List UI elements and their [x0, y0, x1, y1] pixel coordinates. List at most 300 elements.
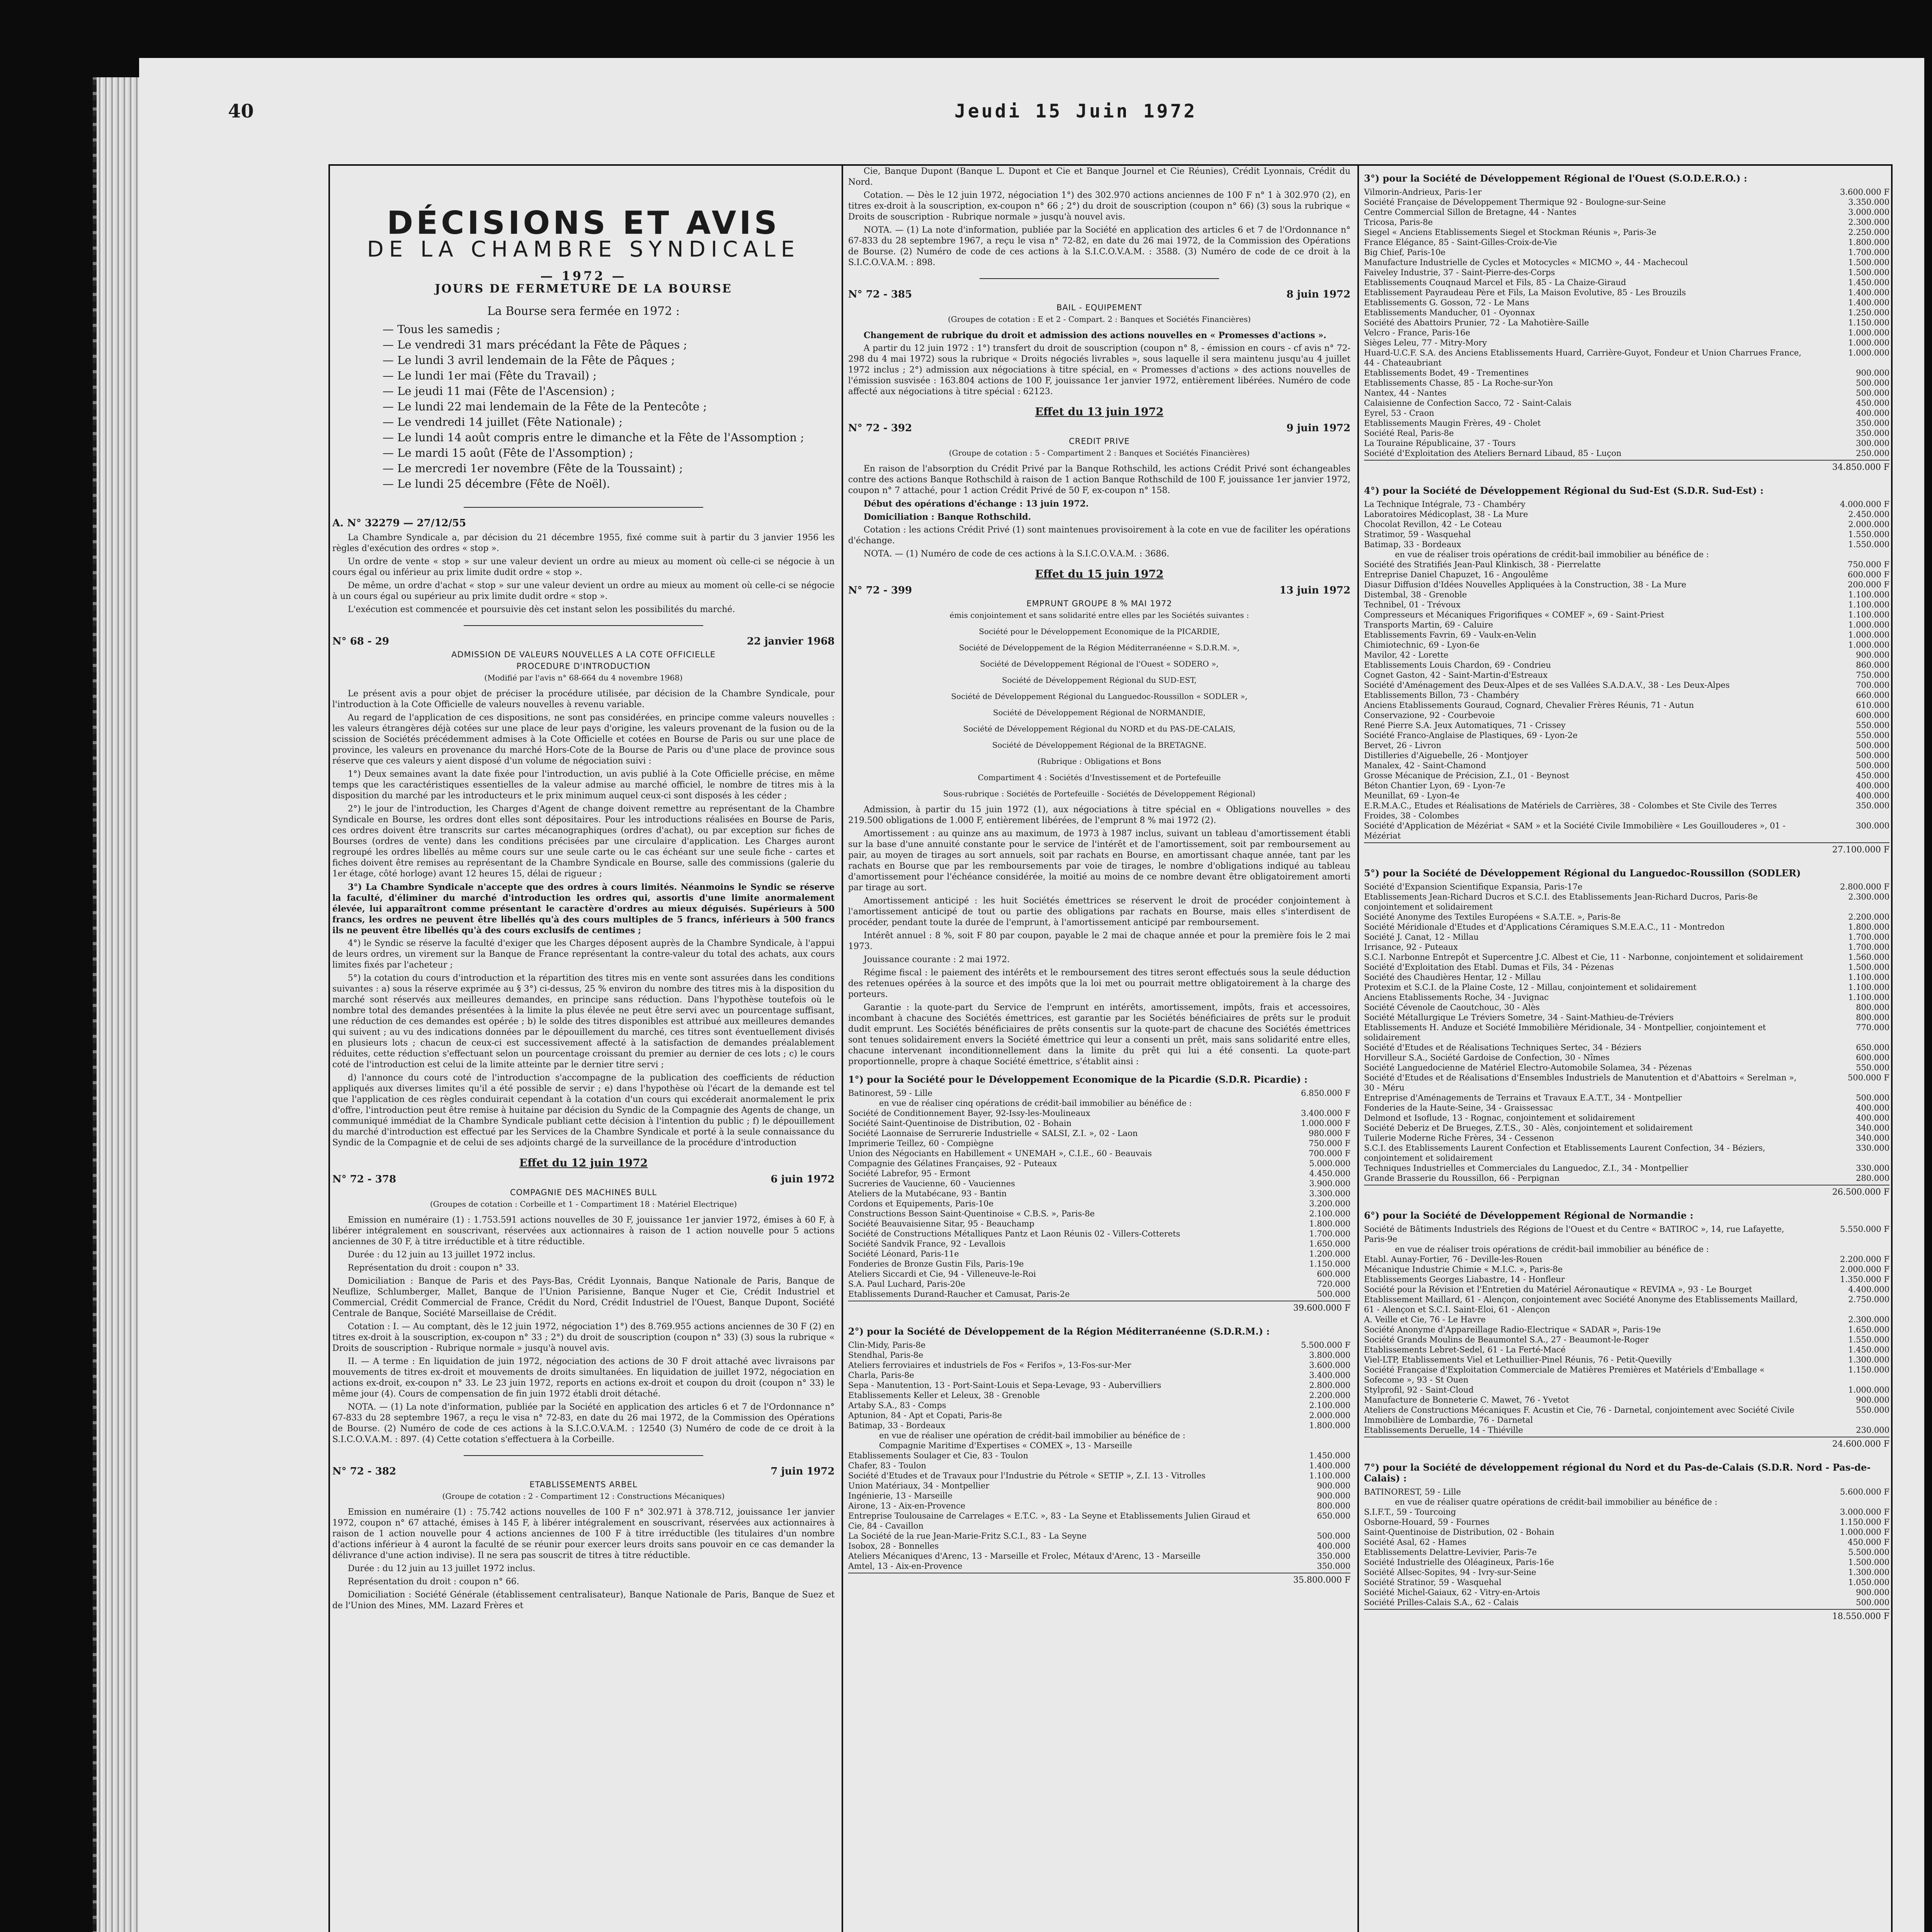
company-row	[1364, 972, 1889, 982]
company-amount: 1.100.000	[1848, 610, 1889, 619]
main-subtitle: DE LA CHAMBRE SYNDICALE	[367, 237, 800, 262]
company-row	[1364, 1405, 1889, 1425]
company-amount: 900.000	[1856, 650, 1889, 660]
paragraph: Garantie : la quote-part du Service de l'emprunt en intérêts, amortissement, impôts, frais et accessoires, incombant à chacune des Sociétés émettrices, est garantie par les Sociétés bénéficiaires de prêts sur le produit dudit emprunt. Les Sociétés bénéficiaires de prêts consentis sur la quote-part de chacune des Sociétés émettrices sont tenues solidairement envers la Société émettrice qui leur a consenti un prêt, mais sans solidarité entre elles, chacune intervenant inconditionnellement dans la limite du prêt qui lui a été consenti. La quote-part proportionnelle, propre à chaque Société émettrice, s'établit ainsi :	[848, 1003, 1350, 1066]
paragraph: Cotation. — Dès le 12 juin 1972, négociation 1°) des 302.970 actions anciennes de 100 F n° 1 à 302.970 (2), en titres ex-droit à la souscription, ex-coupon n° 66 ; 2°) du droit de souscription (coupon n° 66) (3) sous la rubrique « Droits de souscription - Rubrique normale » jusqu'à nouvel avis.	[848, 190, 1350, 222]
notice-note: (Groupe de cotation : 5 - Compartiment 2 : Banques et Sociétés Financières)	[949, 448, 1250, 457]
company-name: Grande Brasserie du Roussillon, 66 - Perpignan	[1364, 1173, 1560, 1183]
company-amount: 350.000	[1856, 801, 1889, 810]
company-name: Techniques Industrielles et Commerciales du Languedoc, Z.I., 34 - Montpellier	[1364, 1163, 1689, 1173]
company-name: Ateliers de la Mutabécane, 93 - Bantin	[848, 1189, 1007, 1198]
company-row	[1364, 1274, 1889, 1284]
company-name: Osborne-Houard, 59 - Fournes	[1364, 1517, 1490, 1527]
company-amount: 400.000	[1856, 781, 1889, 790]
company-row	[1364, 781, 1889, 791]
company-row	[1364, 378, 1889, 388]
company-row	[848, 1098, 1350, 1108]
company-row	[1364, 1264, 1889, 1274]
company-name: Société Anonyme des Textiles Européens « S.A.T.E. », Paris-8e	[1364, 912, 1621, 922]
company-amount: 450.000	[1856, 398, 1889, 408]
company-amount: 1.300.000	[1848, 1355, 1889, 1364]
company-name: Etablissements Chasse, 85 - La Roche-sur-Yon	[1364, 378, 1553, 388]
notice-date: 13 juin 1972	[1279, 585, 1350, 596]
company-amount: 500.000	[1317, 1289, 1350, 1299]
company-row	[848, 1370, 1350, 1380]
notice-subject: BAIL - EQUIPEMENT	[1056, 303, 1142, 312]
company-name: Société Real, Paris-8e	[1364, 429, 1454, 438]
company-name: Société Française de Développement Thermique 92 - Boulogne-sur-Seine	[1364, 197, 1666, 207]
company-row	[848, 1108, 1350, 1118]
company-amount	[1273, 1098, 1350, 1108]
company-name: Fonderies de Bronze Gustin Fils, Paris-19e	[848, 1259, 1024, 1269]
company-row	[1364, 227, 1889, 237]
company-row	[1364, 1517, 1889, 1527]
company-amount: 660.000	[1856, 690, 1889, 700]
company-row	[1364, 710, 1889, 720]
paragraph: Représentation du droit : coupon n° 66.	[348, 1577, 519, 1587]
company-name: Cordons et Equipements, Paris-10e	[848, 1199, 994, 1208]
company-amount: 400.000	[1856, 408, 1889, 418]
company-name: Société de Bâtiments Industriels des Régions de l'Ouest et du Centre « BATIROC », 14, rue Lafayette, Paris-9e	[1364, 1225, 1784, 1244]
company-name: Société d'Exploitation des Ateliers Bernard Libaud, 85 - Luçon	[1364, 449, 1622, 458]
notice-subject: ADMISSION DE VALEURS NOUVELLES A LA COTE OFFICIELLE	[451, 650, 716, 659]
company-name: Entreprise Toulousaine de Carrelages « E.T.C. », 83 - La Seyne et Etablissements Julien Giraud et Cie, 84 - Cavaillon	[848, 1511, 1250, 1531]
company-amount: 3.000.000 F	[1840, 1507, 1889, 1517]
company-amount: 600.000	[1317, 1269, 1350, 1279]
notice-date: 7 juin 1972	[770, 1466, 835, 1477]
company-row	[1364, 1053, 1889, 1063]
company-name: Chafer, 83 - Toulon	[848, 1461, 926, 1470]
issuer-line: émis conjointement et sans solidarité entre elles par les Sociétés suivantes :	[949, 611, 1249, 620]
company-name: Stylprofil, 92 - Saint-Cloud	[1364, 1385, 1474, 1395]
company-row	[848, 1440, 1350, 1451]
company-name: Nantex, 44 - Nantes	[1364, 388, 1447, 398]
notice-date: 22 janvier 1968	[747, 636, 835, 647]
notice-note: (Groupe de cotation : 2 - Compartiment 12 : Constructions Mécaniques)	[442, 1492, 725, 1501]
company-row	[1364, 791, 1889, 801]
company-row	[1364, 1597, 1889, 1607]
company-name: Meunillat, 69 - Lyon-4e	[1364, 791, 1460, 800]
company-amount: 300.000	[1856, 821, 1889, 830]
company-list-ouest	[1364, 187, 1889, 458]
company-amount: 6.850.000 F	[1301, 1088, 1350, 1098]
list-item: — Le lundi 14 août compris entre le dimanche et la Fête de l'Assomption ;	[383, 430, 835, 445]
company-name: Etablissement Maillard, 61 - Alençon, conjointement avec Société Anonyme des Etablissements Maillard, 61 - Alençon et S.C.I. Saint-Eloi, 61 - Alençon	[1364, 1295, 1798, 1314]
company-amount: 2.000.000 F	[1840, 1265, 1889, 1274]
company-row	[1364, 610, 1889, 620]
company-amount: 1.150.000	[1309, 1259, 1350, 1269]
company-name: Manalex, 42 - Saint-Chamond	[1364, 761, 1486, 770]
company-row	[1364, 982, 1889, 992]
notice-note: (Groupes de cotation : E et 2 - Compart. 2 : Banques et Sociétés Financières)	[948, 315, 1251, 324]
company-amount: 500.000	[1856, 761, 1889, 770]
company-amount	[1273, 1430, 1350, 1440]
company-name: Vilmorin-Andrieux, Paris-1er	[1364, 187, 1482, 197]
company-name: René Pierre S.A. Jeux Automatiques, 71 - Crissey	[1364, 721, 1566, 730]
effective-date-heading: Effet du 15 juin 1972	[1035, 568, 1164, 580]
company-name: E.R.M.A.C., Etudes et Réalisations de Matériels de Carrières, 38 - Colombes et Ste Civile des Terres Froides, 38 - Colombes	[1364, 801, 1777, 820]
column-rule-2	[1357, 164, 1359, 1932]
paragraph: Intérêt annuel : 8 %, soit F 80 par coupon, payable le 2 mai de chaque année et pour la première fois le 2 mai 1973.	[848, 931, 1350, 951]
paragraph: Un ordre de vente « stop » sur une valeur devient un ordre au mieux au moment où celle-ci se négocie à un cours égal ou inférieur au prix limite dudit ordre « stop ».	[332, 557, 835, 577]
company-amount: 1.400.000	[1848, 288, 1889, 297]
company-name: Sucreries de Vaucienne, 60 - Vauciennes	[848, 1179, 1015, 1188]
company-amount: 3.400.000	[1309, 1371, 1350, 1380]
company-amount: 1.150.000	[1848, 318, 1889, 327]
company-name: S.I.F.T., 59 - Tourcoing	[1364, 1507, 1456, 1517]
notice-subject: PROCEDURE D'INTRODUCTION	[516, 662, 651, 671]
company-row	[1364, 942, 1889, 952]
group-title-picardie: 1°) pour la Société pour le Développement Economique de la Picardie (S.D.R. Picardie) :	[848, 1074, 1308, 1085]
company-row	[848, 1501, 1350, 1511]
notice-header-72-382	[332, 1466, 835, 1477]
company-name: Société Franco-Anglaise de Plastiques, 69 - Lyon-2e	[1364, 731, 1578, 740]
company-row	[848, 1471, 1350, 1481]
company-row	[848, 1168, 1350, 1179]
company-row	[1364, 1284, 1889, 1294]
company-row	[1364, 952, 1889, 962]
company-amount: 1.200.000	[1309, 1249, 1350, 1259]
company-row	[1364, 992, 1889, 1002]
notice-header-72-385	[848, 289, 1350, 300]
company-amount: 3.200.000	[1309, 1199, 1350, 1208]
company-row	[1364, 1133, 1889, 1143]
company-name: Cognet Gaston, 42 - Saint-Martin-d'Estreaux	[1364, 670, 1548, 680]
company-row	[1364, 217, 1889, 227]
paragraph: Emission en numéraire (1) : 1.753.591 actions nouvelles de 30 F, jouissance 1er janvier 1972, émises à 60 F, à libérer intégralement en souscrivant, réservées aux actionnaires à raison de 1 action nouvelle pour 5 actions anciennes de 30 F, à titre irréductible et à titre réductible.	[332, 1215, 835, 1247]
company-row	[848, 1229, 1350, 1239]
company-amount: 900.000	[1856, 1588, 1889, 1597]
company-name: Aptunion, 84 - Apt et Copati, Paris-8e	[848, 1411, 1002, 1420]
company-row	[1364, 368, 1889, 378]
company-name: Tricosa, Paris-8e	[1364, 218, 1433, 227]
company-name: Société Asal, 62 - Hames	[1364, 1537, 1467, 1547]
issuer-line: Société pour le Développement Economique de la PICARDIE,	[979, 627, 1220, 636]
company-amount: 1.500.000	[1848, 963, 1889, 972]
notice-note: (Modifié par l'avis n° 68-664 du 4 novembre 1968)	[484, 673, 683, 682]
issuer-line: Sous-rubrique : Sociétés de Portefeuille - Sociétés de Développement Régional)	[943, 789, 1255, 798]
company-name: Tuilerie Moderne Riche Frères, 34 - Cessenon	[1364, 1133, 1554, 1143]
company-amount: 3.900.000	[1309, 1179, 1350, 1188]
company-name: Union Matériaux, 34 - Montpellier	[848, 1481, 990, 1490]
company-row	[1364, 1163, 1889, 1173]
company-name: Société de Conditionnement Bayer, 92-Issy-les-Moulineaux	[848, 1109, 1090, 1118]
company-name: Transports Martin, 69 - Caluire	[1364, 620, 1493, 629]
company-row	[848, 1189, 1350, 1199]
company-amount: 1.000.000	[1848, 1385, 1889, 1395]
company-name: Société des Abattoirs Prunier, 72 - La Mahotière-Saille	[1364, 318, 1589, 327]
company-name: en vue de réaliser quatre opérations de crédit-bail immobilier au bénéfice de :	[1395, 1497, 1718, 1507]
company-row	[1364, 1123, 1889, 1133]
company-amount: 1.300.000	[1848, 1568, 1889, 1577]
company-amount: 450.000	[1856, 771, 1889, 780]
company-name: Eyrel, 53 - Craon	[1364, 408, 1434, 418]
company-row	[1364, 1022, 1889, 1043]
company-row	[1364, 549, 1889, 560]
company-row	[1364, 197, 1889, 207]
company-row	[1364, 1425, 1889, 1435]
paragraph: Durée : du 12 juin au 13 juillet 1972 inclus.	[348, 1564, 536, 1573]
company-amount: 2.200.000	[1309, 1391, 1350, 1400]
company-name: Société Prilles-Calais S.A., 62 - Calais	[1364, 1598, 1519, 1607]
company-amount: 1.700.000	[1848, 248, 1889, 257]
paragraph: Amortissement : au quinze ans au maximum, de 1973 à 1987 inclus, suivant un tableau d'amortissement établi sur la base d'une annuité constante pour le service de l'intérêt et de l'amortissement, soit par remboursement au pair, au moyen de tirages au sort annuels, soit par rachats en Bourse, en amortissant chaque année, tant par les rachats en Bourse que par les remboursements par voie de tirages, le nombre d'obligations indiqué au tableau d'amortissement pour l'échéance considérée, la moitié au moins de ce nombre devant être obligatoirement amorti par tirage au sort.	[848, 829, 1350, 893]
company-name: Société Sandvik France, 92 - Levallois	[848, 1239, 1006, 1248]
company-amount: 550.000	[1856, 1405, 1889, 1415]
page-number: 40	[228, 100, 254, 122]
company-amount: 2.750.000	[1848, 1295, 1889, 1304]
company-row	[1364, 962, 1889, 972]
company-amount: 900.000	[1856, 368, 1889, 378]
company-amount: 1.000.000	[1848, 630, 1889, 639]
notice-note: (Groupes de cotation : Corbeille et 1 - Compartiment 18 : Matériel Electrique)	[430, 1199, 737, 1209]
company-row	[1364, 690, 1889, 700]
company-amount: 1.000.000 F	[1301, 1119, 1350, 1128]
company-row	[1364, 620, 1889, 630]
company-name: Conservazione, 92 - Courbevoie	[1364, 711, 1495, 720]
issuer-line: Compartiment 4 : Sociétés d'Investissement et de Portefeuille	[978, 773, 1221, 782]
company-row	[1364, 932, 1889, 942]
company-amount: 3.800.000	[1309, 1350, 1350, 1360]
company-amount: 5.500.000	[1848, 1548, 1889, 1557]
paragraph: 1°) Deux semaines avant la date fixée pour l'introduction, un avis publié à la Cote Officielle précise, en même temps que les caractéristiques essentielles de la valeur admise au marché officiel, le nombre de titres mis à la disposition du marché par les introducteurs et le prix minimum auquel ceux-ci sont disposés à les céder ;	[332, 769, 835, 801]
company-row	[848, 1249, 1350, 1259]
issuer-line: Société de Développement de la Région Méditerranéenne « S.D.R.M. »,	[959, 643, 1240, 652]
company-name: A. Veille et Cie, 76 - Le Havre	[1364, 1315, 1486, 1324]
paragraph: Domiciliation : Banque Rothschild.	[864, 512, 1031, 522]
company-name: Société Laonnaise de Serrurerie Industrielle « SALSI, Z.I. », 02 - Laon	[848, 1129, 1138, 1138]
group-title-mediterranee: 2°) pour la Société de Développement de la Région Méditerranéenne (S.D.R.M.) :	[848, 1326, 1270, 1337]
company-amount: 5.600.000 F	[1840, 1487, 1889, 1497]
company-row	[848, 1481, 1350, 1491]
list-item: — Le jeudi 11 mai (Fête de l'Ascension) ;	[383, 383, 835, 399]
company-amount: 1.100.000	[1848, 600, 1889, 609]
company-row	[1364, 1537, 1889, 1547]
company-name: Etablissements G. Gosson, 72 - Le Mans	[1364, 298, 1529, 307]
company-name: Calaisienne de Confection Sacco, 72 - Saint-Calais	[1364, 398, 1571, 408]
company-row	[848, 1350, 1350, 1360]
book-binding	[97, 77, 143, 1932]
company-name: Distembal, 38 - Grenoble	[1364, 590, 1467, 599]
company-row	[1364, 277, 1889, 287]
company-amount: 800.000	[1856, 1013, 1889, 1022]
company-amount	[1812, 1497, 1889, 1507]
company-row	[1364, 740, 1889, 750]
company-name: Ingénierie, 13 - Marseille	[848, 1491, 952, 1500]
company-row	[848, 1430, 1350, 1440]
company-name: Société Industrielle des Oléagineux, Paris-16e	[1364, 1558, 1554, 1567]
company-amount: 2.800.000 F	[1840, 882, 1889, 891]
company-name: Société d'Etudes et de Réalisations Techniques Sertec, 34 - Béziers	[1364, 1043, 1641, 1052]
company-row	[1364, 1224, 1889, 1244]
company-row	[1364, 560, 1889, 570]
company-name: Batimap, 33 - Bordeaux	[848, 1421, 946, 1430]
paragraph: Cie, Banque Dupont (Banque L. Dupont et Cie et Banque Journel et Cie Réunies), Crédit Lyonnais, Crédit du Nord.	[848, 167, 1350, 187]
company-name: Sepa - Manutention, 13 - Port-Saint-Louis et Sepa-Levage, 93 - Aubervilliers	[848, 1381, 1162, 1390]
company-amount: 400.000	[1856, 791, 1889, 800]
company-amount: 200.000 F	[1847, 580, 1889, 589]
company-row	[1364, 1043, 1889, 1053]
notice-date: 8 juin 1972	[1286, 289, 1350, 300]
company-amount: 980.000 F	[1308, 1129, 1350, 1138]
company-amount: 2.250.000	[1848, 228, 1889, 237]
company-name: Centre Commercial Sillon de Bretagne, 44 - Nantes	[1364, 207, 1577, 217]
company-amount: 860.000	[1856, 660, 1889, 670]
company-amount: 3.350.000	[1848, 197, 1889, 207]
company-name: Société pour la Révision et l'Entretien du Matériel Aéronautique « REVIMA », 93 - Le Bourget	[1364, 1285, 1752, 1294]
list-item: — Le vendredi 14 juillet (Fête Nationale) ;	[383, 414, 835, 430]
company-amount: 1.550.000	[1848, 540, 1889, 549]
company-row	[848, 1289, 1350, 1299]
company-row	[1364, 1507, 1889, 1517]
company-name: Etablissement Payraudeau Père et Fils, La Maison Evolutive, 85 - Les Brouzils	[1364, 288, 1686, 297]
company-name: Bervet, 26 - Livron	[1364, 741, 1441, 750]
company-row	[1364, 1355, 1889, 1365]
company-row	[848, 1269, 1350, 1279]
company-name: Manufacture de Bonneterie C. Mawet, 76 - Yvetot	[1364, 1395, 1569, 1405]
company-row	[848, 1219, 1350, 1229]
company-amount: 400.000	[1856, 1103, 1889, 1112]
paragraph: Durée : du 12 juin au 13 juillet 1972 inclus.	[348, 1250, 536, 1260]
company-name: Viel-LTP, Etablissements Viel et Lethuillier-Pinel Réunis, 76 - Petit-Quevilly	[1364, 1355, 1672, 1364]
issuer-line: Société de Développement Régional de l'Ouest « SODERO »,	[980, 659, 1219, 668]
company-row	[1364, 1063, 1889, 1073]
company-row	[1364, 408, 1889, 418]
company-amount: 610.000	[1856, 701, 1889, 710]
company-row	[1364, 1567, 1889, 1577]
company-amount: 400.000	[1317, 1541, 1350, 1551]
paragraph: 5°) la cotation du cours d'introduction et la répartition des titres mis en vente sont assurées dans les conditions suivantes : a) sous la réserve exprimée au § 3°) ci-dessus, 25 % environ du nombre des titres mis à la disposition du marché sont réservés aux meilleures demandes, en principe sans réduction. Dans l'hypothèse toutefois où le nombre total des demandes présentées à la limite la plus élevée ne peut être servi avec un pourcentage suffisant, une réduction de ces demandes est opérée ; b) le solde des titres disponibles est attribué aux meilleures demandes qui suivent ; au vu des indications données par le dépouillement du marché, ces titres sont éventuellement divisés en plusieurs lots ; chacun de ceux-ci est successivement affecté à la satisfaction de demandes préalablement réduites, cette réduction s'effectuant selon un pourcentage croissant du premier au dernier de ces lots ; c) le cours coté de l'introduction est celui de la limite atteinte par le dernier titre servi ;	[332, 973, 835, 1070]
company-amount: 500.000	[1856, 741, 1889, 750]
company-row	[1364, 1345, 1889, 1355]
company-row	[848, 1390, 1350, 1400]
company-amount: 4.000.000 F	[1840, 500, 1889, 509]
company-amount: 720.000	[1317, 1279, 1350, 1289]
company-row	[1364, 308, 1889, 318]
group-total: 39.600.000 F	[848, 1301, 1350, 1319]
list-item: — Le lundi 3 avril lendemain de la Fête de Pâques ;	[383, 352, 835, 368]
company-amount: 1.000.000 F	[1840, 1527, 1889, 1537]
company-amount: 900.000	[1317, 1481, 1350, 1490]
company-name: La Société de la rue Jean-Marie-Fritz S.C.I., 83 - La Seyne	[848, 1531, 1087, 1541]
company-amount: 1.800.000	[1309, 1421, 1350, 1430]
company-amount: 1.500.000	[1848, 1558, 1889, 1567]
company-name: Mavilor, 42 - Lorette	[1364, 650, 1449, 660]
paragraph: Changement de rubrique du droit et admission des actions nouvelles en « Promesses d'actions ».	[864, 330, 1327, 340]
notice-subject: COMPAGNIE DES MACHINES BULL	[510, 1188, 657, 1197]
paragraph: NOTA. — (1) La note d'information, publiée par la Société en application des articles 6 et 7 de l'Ordonnance n° 67-833 du 28 septembre 1967, a reçu le visa n° 72-83, en date du 26 mai 1972, de la Commission des Opérations de Bourse. (2) Numéro de code de ces actions à la S.I.C.O.V.A.M. : 12540 (3) Numéro de code de ce droit à la S.I.C.O.V.A.M. : 897. (4) Cette cotation s'effectuera à la Corbeille.	[332, 1402, 835, 1444]
company-amount: 1.100.000	[1848, 993, 1889, 1002]
company-name: Isobox, 28 - Bonnelles	[848, 1541, 939, 1551]
company-name: Société J. Canat, 12 - Millau	[1364, 932, 1479, 942]
paragraph: 4°) le Syndic se réserve la faculté d'exiger que les Charges déposent auprès de la Chambre Syndicale, à l'appui de leurs ordres, un virement sur la Banque de France représentant la contre-valeur du total des achats, aux cours limites fixés par l'acheteur ;	[332, 939, 835, 970]
group-total: 26.500.000 F	[1364, 1185, 1889, 1203]
company-name: Société Anonyme d'Appareillage Radio-Electrique « SADAR », Paris-19e	[1364, 1325, 1661, 1334]
company-row	[1364, 207, 1889, 217]
company-row	[848, 1461, 1350, 1471]
company-row	[848, 1340, 1350, 1350]
company-amount: 800.000	[1317, 1501, 1350, 1510]
list-item: — Le mercredi 1er novembre (Fête de la Toussaint) ;	[383, 461, 835, 476]
company-name: Société Beauvaisienne Sitar, 95 - Beauchamp	[848, 1219, 1034, 1228]
company-amount: 1.150.000 F	[1840, 1517, 1889, 1527]
company-amount: 500.000	[1856, 378, 1889, 388]
company-amount: 500.000	[1856, 1598, 1889, 1607]
company-row	[848, 1209, 1350, 1219]
closing-days-intro: La Bourse sera fermée en 1972 :	[487, 304, 680, 318]
paragraph: Le présent avis a pour objet de préciser la procédure utilisée, par décision de la Chambre Syndicale, pour l'introduction à la Cote Officielle de valeurs nouvelles à revenu variable.	[332, 689, 835, 709]
frame-rule-top	[328, 164, 1893, 166]
group-title-sudest: 4°) pour la Société de Développement Régional du Sud-Est (S.D.R. Sud-Est) :	[1364, 485, 1764, 496]
company-name: en vue de réaliser trois opérations de crédit-bail immobilier au bénéfice de :	[1395, 550, 1709, 559]
company-row	[1364, 1093, 1889, 1103]
company-amount: 4.450.000	[1309, 1169, 1350, 1178]
company-name: Anciens Etablissements Roche, 34 - Juvignac	[1364, 993, 1549, 1002]
company-row	[848, 1511, 1350, 1531]
company-row	[1364, 1385, 1889, 1395]
company-row	[1364, 670, 1889, 680]
company-row	[848, 1179, 1350, 1189]
company-name: Batimap, 33 - Bordeaux	[1364, 540, 1461, 549]
paragraph: 2°) le jour de l'introduction, les Charges d'Agent de change doivent remettre au représentant de la Chambre Syndicale en Bourse, les ordres dont elles sont dépositaires. Pour les introductions réalisées en Bourse de Paris, ces ordres doivent être transcrits sur cartes mécanographiques (ordres d'achat), ou par exception sur fiches de Bourses (ordres de vente) dans les conditions précisées par une circulaire d'application. Les Charges auront regroupé les ordres libellés au même cours sur une seule carte ou le cas échéant sur une seule fiche - cartes et fiches doivent être remises au représentant de la Chambre Syndicale en Bourse, salle des commissions (galerie du 1er étage, côté horloge) avant 12 heures 15, délai de rigueur ;	[332, 804, 835, 879]
company-amount: 1.000.000	[1848, 640, 1889, 650]
company-name: Sièges Leleu, 77 - Mitry-Mory	[1364, 338, 1487, 347]
company-name: Société d'Application de Mézériat « SAM » et la Société Civile Immobilière « Les Gouillouderes », 01 - Mézériat	[1364, 821, 1786, 840]
company-amount: 1.560.000	[1848, 952, 1889, 962]
company-amount: 700.000 F	[1308, 1149, 1350, 1158]
company-name: Etablissements Louis Chardon, 69 - Condrieu	[1364, 660, 1551, 670]
company-amount: 600.000 F	[1847, 570, 1889, 579]
company-row	[848, 1410, 1350, 1420]
company-amount: 550.000	[1856, 1063, 1889, 1072]
paragraph: Au regard de l'application de ces dispositions, ne sont pas considérées, en principe comme valeurs nouvelles : les valeurs étrangères déjà cotées sur une place de leur pays d'origine, les valeurs provenant de la fusion ou de la scission de Sociétés précédemment admises à la Cote Officielle et cotées en Bourse de Paris ou sur une place de province, les valeurs en provenance du marché Hors-Cote de la Bourse de Paris ou d'une place de province sous réserve que ces valeurs y aient disposé d'un volume de négociation suivi :	[332, 713, 835, 766]
issuer-line: (Rubrique : Obligations et Bons	[1037, 757, 1162, 766]
company-name: Société Saint-Quentinoise de Distribution, 02 - Bohain	[848, 1119, 1072, 1128]
company-amount: 340.000	[1856, 1133, 1889, 1143]
notice-header-72-392	[848, 423, 1350, 434]
company-amount: 3.000.000	[1848, 207, 1889, 217]
company-name: Stendhal, Paris-8e	[848, 1350, 923, 1360]
company-amount: 3.400.000 F	[1301, 1109, 1350, 1118]
company-row	[1364, 298, 1889, 308]
company-row	[848, 1148, 1350, 1158]
company-amount: 1.250.000	[1848, 308, 1889, 317]
list-item: — Le lundi 22 mai lendemain de la Fête de la Pentecôte ;	[383, 399, 835, 414]
company-name: Etablissements Soulager et Cie, 83 - Toulon	[848, 1451, 1028, 1460]
company-amount: 450.000 F	[1847, 1537, 1889, 1547]
company-amount: 900.000	[1317, 1491, 1350, 1500]
company-amount: 550.000	[1856, 721, 1889, 730]
company-amount: 600.000	[1856, 1053, 1889, 1062]
company-row	[1364, 1012, 1889, 1022]
company-amount	[1273, 1440, 1350, 1451]
group-title-normandie: 6°) pour la Société de Développement Régional de Normandie :	[1364, 1210, 1694, 1221]
company-name: Laboratoires Médicoplast, 38 - La Mure	[1364, 510, 1528, 519]
company-amount: 1.700.000	[1848, 932, 1889, 942]
company-row	[1364, 529, 1889, 539]
column-rule-1	[842, 164, 843, 1932]
main-title: DÉCISIONS ET AVIS	[387, 205, 780, 242]
company-amount: 1.150.000	[1848, 1365, 1889, 1374]
company-name: Big Chief, Paris-10e	[1364, 248, 1446, 257]
company-row	[1364, 1073, 1889, 1093]
company-name: Société des Chaudières Hentar, 12 - Millau	[1364, 973, 1541, 982]
company-amount: 280.000	[1856, 1173, 1889, 1183]
company-row	[848, 1400, 1350, 1410]
company-amount: 750.000	[1856, 670, 1889, 680]
paragraph: Cotation : les actions Crédit Privé (1) sont maintenues provisoirement à la cote en vue de faciliter les opérations d'échange.	[848, 525, 1350, 546]
company-name: S.C.I. Narbonne Entrepôt et Supercentre J.C. Albest et Cie, 11 - Narbonne, conjointement et solidairement	[1364, 952, 1803, 962]
